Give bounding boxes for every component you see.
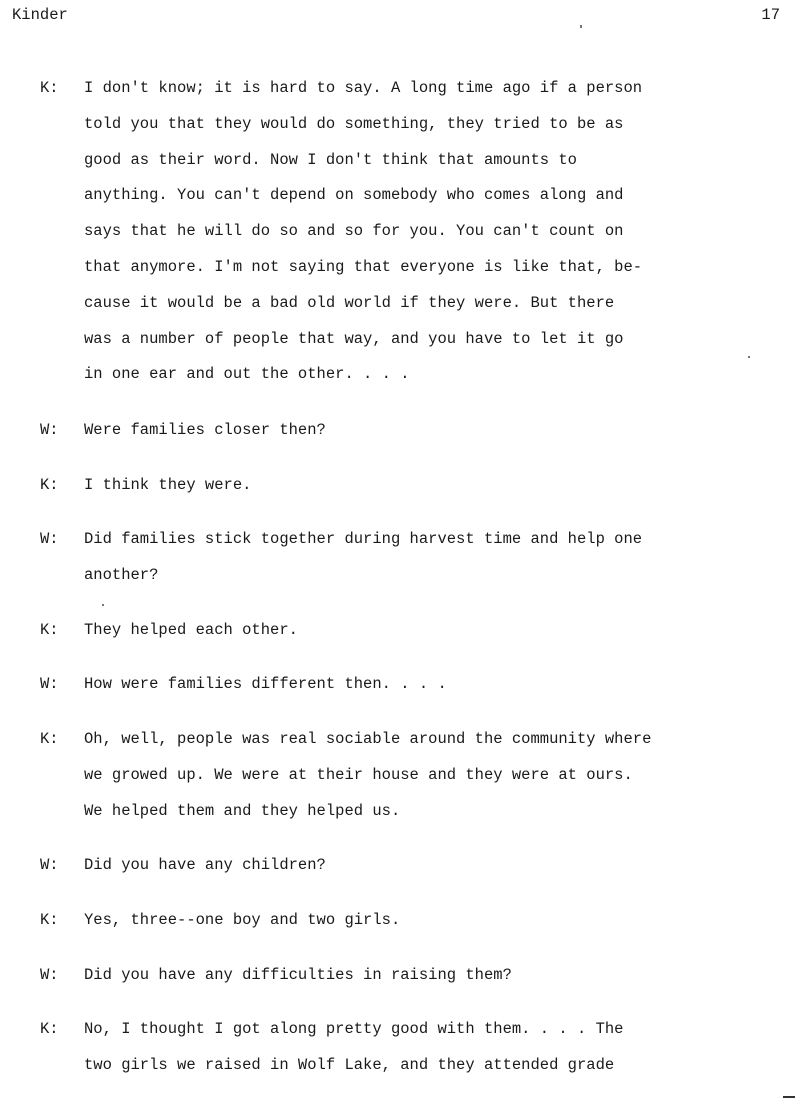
speaker-label: K: [40,730,59,748]
transcript-line: another? [84,565,159,584]
speaker-label: K: [40,476,59,494]
utterance [84,421,784,457]
transcript-line: Were families closer then? [84,421,326,439]
speaker-label: W: [40,856,59,874]
speaker-label: K: [40,621,59,639]
transcript-line: we growed up. We were at their house and they were at ours. [84,765,633,784]
speaker-label: K: [40,79,59,97]
transcript-line: was a number of people that way, and you have to let it go [84,329,624,348]
speaker-label: W: [40,675,59,693]
utterance [84,530,784,602]
utterance [84,911,784,947]
scan-speck [783,1096,795,1098]
scan-speck [102,604,104,606]
utterance [84,621,784,657]
utterance [84,966,784,1002]
utterance [84,730,784,837]
transcript-line: Oh, well, people was real sociable around the community where [84,730,652,748]
transcript-line: that anymore. I'm not saying that everyone is like that, be- [84,257,643,276]
utterance [84,856,784,892]
transcript-line: says that he will do so and so for you. You can't count on [84,222,624,241]
transcript-line: cause it would be a bad old world if they were. But there [84,293,615,312]
speaker-label: W: [40,966,59,984]
transcript-line: We helped them and they helped us. [84,801,401,820]
scan-speck [580,25,582,28]
page-header [0,0,800,40]
transcript-line: I don't know; it is hard to say. A long time ago if a person [84,79,643,97]
transcript-line: They helped each other. [84,621,298,639]
page-number: 17 [761,6,780,24]
running-header-name: Kinder [12,6,68,24]
transcript-line: good as their word. Now I don't think that amounts to [84,150,577,169]
transcript-line: in one ear and out the other. . . . [84,365,410,384]
scan-speck [748,356,750,358]
transcript-line: Did you have any difficulties in raising them? [84,966,512,984]
transcript-line: Did families stick together during harvest time and help one [84,530,643,548]
transcript-line: anything. You can't depend on somebody who comes along and [84,186,624,205]
speaker-label: K: [40,911,59,929]
transcript-line: Did you have any children? [84,856,326,874]
utterance [84,1020,784,1092]
transcript-line: two girls we raised in Wolf Lake, and they attended grade [84,1055,615,1074]
transcript-line: I think they were. [84,476,252,494]
transcript-line: How were families different then. . . . [84,675,447,693]
utterance [84,476,784,512]
utterance [84,79,784,401]
transcript-line: told you that they would do something, they tried to be as [84,114,624,133]
speaker-label: W: [40,530,59,548]
speaker-label: K: [40,1020,59,1038]
utterance [84,675,784,711]
speaker-label: W: [40,421,59,439]
transcript-line: Yes, three--one boy and two girls. [84,911,401,929]
transcript-line: No, I thought I got along pretty good with them. . . . The [84,1020,624,1038]
